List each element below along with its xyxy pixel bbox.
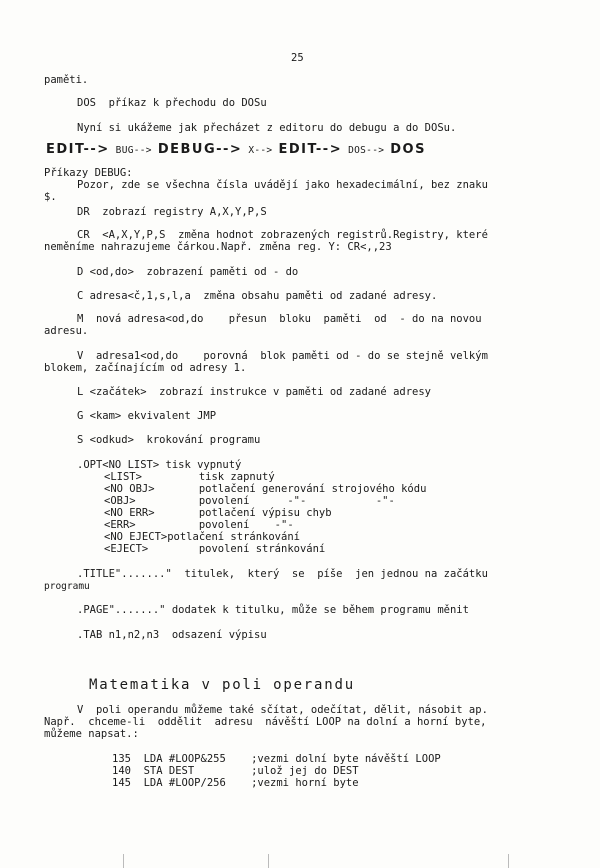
text-line: paměti. xyxy=(44,74,89,86)
perforation-mark xyxy=(508,854,509,868)
text-line: .TITLE"......." titulek, který se píše jen jednou na začátku xyxy=(77,568,488,580)
opt-line: <NO ERR> potlačení výpisu chyb xyxy=(104,507,332,519)
nav-debug: DEBUG--> xyxy=(157,142,243,157)
text-line: $. xyxy=(44,191,57,203)
code-line: 145 LDA #LOOP/256 ;vezmi horní byte xyxy=(112,777,359,789)
nav-dos: DOS xyxy=(390,142,426,157)
text-line: Pozor, zde se všechna čísla uvádějí jako hexadecimální, bez znaku xyxy=(77,179,488,191)
text-line: blokem, začínajícím od adresy 1. xyxy=(44,362,247,374)
opt-line: .OPT<NO LIST> tisk vypnutý xyxy=(77,459,242,471)
section-title: Matematika v poli operandu xyxy=(89,677,355,693)
nav-edit-2: EDIT--> xyxy=(278,142,343,157)
text-line: L <začátek> zobrazí instrukce v paměti od zadané adresy xyxy=(77,386,432,398)
text-line: C adresa<č,1,s,l,a změna obsahu paměti od zadané adresy. xyxy=(77,290,438,302)
text-line: Příkazy DEBUG: xyxy=(44,167,133,179)
text-line: Např. chceme-li oddělit adresu návěští LOOP na dolní a horní byte, xyxy=(44,716,487,728)
text-line: CR <A,X,Y,P,S změna hodnot zobrazených registrů.Registry, které xyxy=(77,229,488,241)
nav-bug: BUG--> xyxy=(109,145,158,156)
opt-line: <NO OBJ> potlačení generování strojového kódu xyxy=(104,483,427,495)
opt-line: <OBJ> povolení -"- -"- xyxy=(104,495,395,507)
text-line: můžeme napsat.: xyxy=(44,728,139,740)
opt-line: <ERR> povolení -"- xyxy=(104,519,294,531)
opt-line: <EJECT> povolení stránkování xyxy=(104,543,326,555)
text-line: adresu. xyxy=(44,325,89,337)
text-line: G <kam> ekvivalent JMP xyxy=(77,410,217,422)
code-line: 140 STA DEST ;ulož jej do DEST xyxy=(112,765,359,777)
opt-line: <LIST> tisk zapnutý xyxy=(104,471,275,483)
text-line: DOS příkaz k přechodu do DOSu xyxy=(77,97,267,109)
nav-dos-small: DOS--> xyxy=(342,145,391,156)
perforation-mark xyxy=(123,854,124,868)
text-line: V adresa1<od,do porovná blok paměti od - do se stejně velkým xyxy=(77,350,488,362)
text-line: D <od,do> zobrazení paměti od - do xyxy=(77,266,299,278)
code-line: 135 LDA #LOOP&255 ;vezmi dolní byte návěští LOOP xyxy=(112,753,441,765)
text-line: Nyní si ukážeme jak přecházet z editoru do debugu a do DOSu. xyxy=(77,122,457,134)
text-line: .PAGE"......." dodatek k titulku, může se během programu měnit xyxy=(77,604,469,616)
opt-line: <NO EJECT>potlačení stránkování xyxy=(104,531,300,543)
mode-transition-line xyxy=(46,144,426,156)
perforation-mark xyxy=(268,854,269,868)
text-line: neměníme nahrazujeme čárkou.Např. změna reg. Y: CR<,,23 xyxy=(44,241,392,253)
page-number: 25 xyxy=(291,52,304,64)
text-line: DR zobrazí registry A,X,Y,P,S xyxy=(77,206,267,218)
text-line: M nová adresa<od,do přesun bloku paměti od - do na novou xyxy=(77,313,482,325)
text-line: .TAB n1,n2,n3 odsazení výpisu xyxy=(77,629,267,641)
nav-edit: EDIT--> xyxy=(46,142,110,157)
text-line: programu xyxy=(44,581,90,592)
text-line: S <odkud> krokování programu xyxy=(77,434,261,446)
text-line: V poli operandu můžeme také sčítat, odečítat, dělit, násobit ap. xyxy=(77,704,488,716)
nav-x: X--> xyxy=(242,145,279,156)
